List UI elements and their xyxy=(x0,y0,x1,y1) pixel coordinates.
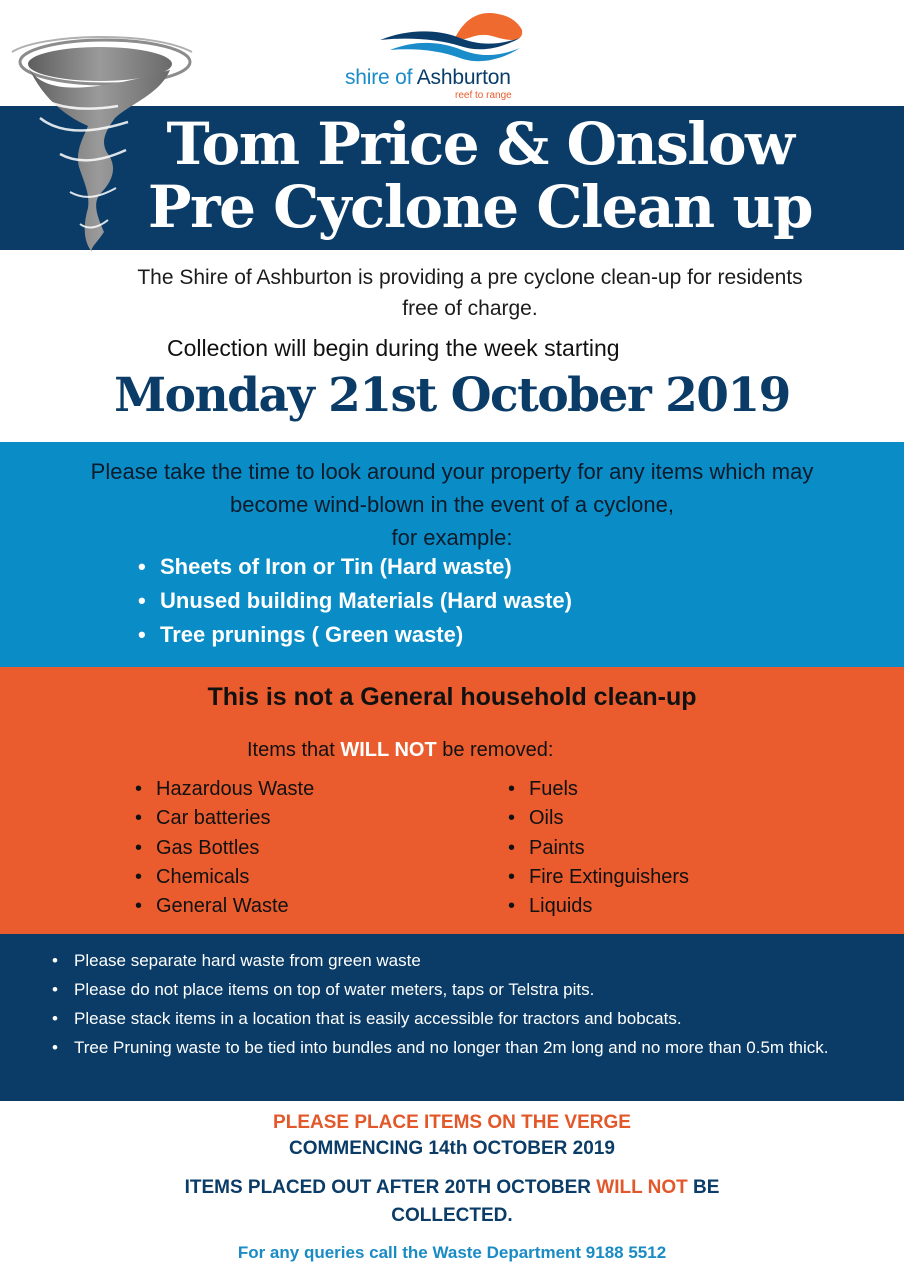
will-not-emphasis: WILL NOT xyxy=(340,739,437,761)
bullet-icon: • xyxy=(508,778,516,800)
excluded-items-column-1 xyxy=(135,775,315,921)
bullet-icon: • xyxy=(52,980,58,999)
blue-text-line-3: for example: xyxy=(391,525,513,550)
blue-text-line-2: become wind-blown in the event of a cyclone, xyxy=(230,492,674,517)
contact-line: For any queries call the Waste Department 9188 5512 xyxy=(237,1243,667,1262)
list-item-label: Liquids xyxy=(529,895,593,918)
bullet-icon: • xyxy=(138,622,146,647)
blue-section-text xyxy=(30,455,874,554)
list-item xyxy=(135,892,314,921)
bullet-icon: • xyxy=(52,1009,58,1028)
list-item xyxy=(135,804,314,833)
bullet-icon: • xyxy=(138,588,146,613)
list-item-label: Oils xyxy=(529,807,564,830)
collection-date: Monday 21st October 2019 xyxy=(114,368,790,423)
list-item xyxy=(508,892,689,921)
list-item-label: Fire Extinguishers xyxy=(529,865,690,888)
after-suffix: BE COLLECTED. xyxy=(391,1177,720,1226)
bullet-icon: • xyxy=(508,836,516,859)
list-item-label: Tree prunings ( Green waste) xyxy=(160,622,464,647)
example-items-list xyxy=(138,550,572,652)
list-item-label: Gas Bottles xyxy=(156,836,260,859)
list-item xyxy=(508,834,689,863)
bullet-icon: • xyxy=(135,778,143,800)
excluded-items-intro xyxy=(247,739,553,762)
page-title-line-2: Pre Cyclone Clean up xyxy=(147,173,813,241)
list-item-label: Chemicals xyxy=(156,865,250,888)
bullet-icon: • xyxy=(508,807,516,830)
list-item xyxy=(138,584,572,618)
list-item xyxy=(138,618,572,652)
excluded-items-column-2 xyxy=(508,775,690,921)
list-item xyxy=(135,863,314,892)
note-text: Please do not place items on top of water meters, taps or Telstra pits. xyxy=(74,980,595,999)
bullet-icon: • xyxy=(138,554,146,579)
logo-tagline: reef to range xyxy=(455,90,512,101)
list-item xyxy=(135,834,314,863)
bullet-icon: • xyxy=(52,1038,58,1057)
logo-name-shire: shire of xyxy=(345,66,417,89)
items-prefix: Items that xyxy=(247,739,341,761)
list-item-label: Paints xyxy=(529,836,585,859)
place-items-notice: PLEASE PLACE ITEMS ON THE VERGE xyxy=(273,1112,631,1133)
list-item xyxy=(508,775,689,804)
note-text: Please separate hard waste from green waste xyxy=(74,951,421,970)
page-title-line-1: Tom Price & Onslow xyxy=(166,110,794,178)
logo-name-ashburton: Ashburton xyxy=(416,66,511,89)
note-text: Please stack items in a location that is easily accessible for tractors and bobcats. xyxy=(74,1009,682,1028)
list-item-label: General Waste xyxy=(156,895,289,918)
bullet-icon: • xyxy=(135,836,143,859)
logo-wordmark xyxy=(345,66,511,90)
list-item xyxy=(508,863,690,892)
list-item-label: Sheets of Iron or Tin (Hard waste) xyxy=(160,554,512,579)
list-item xyxy=(508,804,689,833)
warning-heading: This is not a General household clean-up xyxy=(207,683,697,711)
after-will-not-emphasis: WILL NOT xyxy=(596,1177,688,1198)
list-item xyxy=(135,775,315,804)
shire-logo xyxy=(330,8,540,103)
bullet-icon: • xyxy=(135,895,143,918)
bullet-icon: • xyxy=(135,865,143,888)
blue-text-line-1: Please take the time to look around your property for any items which may xyxy=(90,459,814,484)
list-item-label: Unused building Materials (Hard waste) xyxy=(160,588,572,613)
intro-text: The Shire of Ashburton is providing a pre cyclone clean-up for residents free of charge. xyxy=(137,266,803,320)
bullet-icon: • xyxy=(135,807,143,830)
note-text: Tree Pruning waste to be tied into bundles and no longer than 2m long and no more than 0.5m thick. xyxy=(74,1038,829,1057)
list-item-label: Fuels xyxy=(529,778,578,800)
list-item xyxy=(52,946,864,975)
notes-list xyxy=(52,946,864,1062)
list-item-label: Car batteries xyxy=(156,807,271,830)
collection-text: Collection will begin during the week starting xyxy=(167,335,620,361)
items-suffix: be removed: xyxy=(436,739,554,761)
late-items-warning xyxy=(130,1174,774,1230)
shire-logo-mark-icon xyxy=(380,8,530,66)
bullet-icon: • xyxy=(508,865,516,888)
list-item xyxy=(138,550,572,584)
list-item xyxy=(52,975,864,1004)
list-item-label: Hazardous Waste xyxy=(156,778,315,800)
commencing-date: COMMENCING 14th OCTOBER 2019 xyxy=(289,1138,615,1159)
tornado-icon xyxy=(0,22,200,252)
bullet-icon: • xyxy=(508,895,516,918)
bullet-icon: • xyxy=(52,951,58,970)
after-prefix: ITEMS PLACED OUT AFTER 20TH OCTOBER xyxy=(184,1177,597,1198)
list-item xyxy=(52,1004,864,1033)
list-item xyxy=(52,1033,864,1062)
